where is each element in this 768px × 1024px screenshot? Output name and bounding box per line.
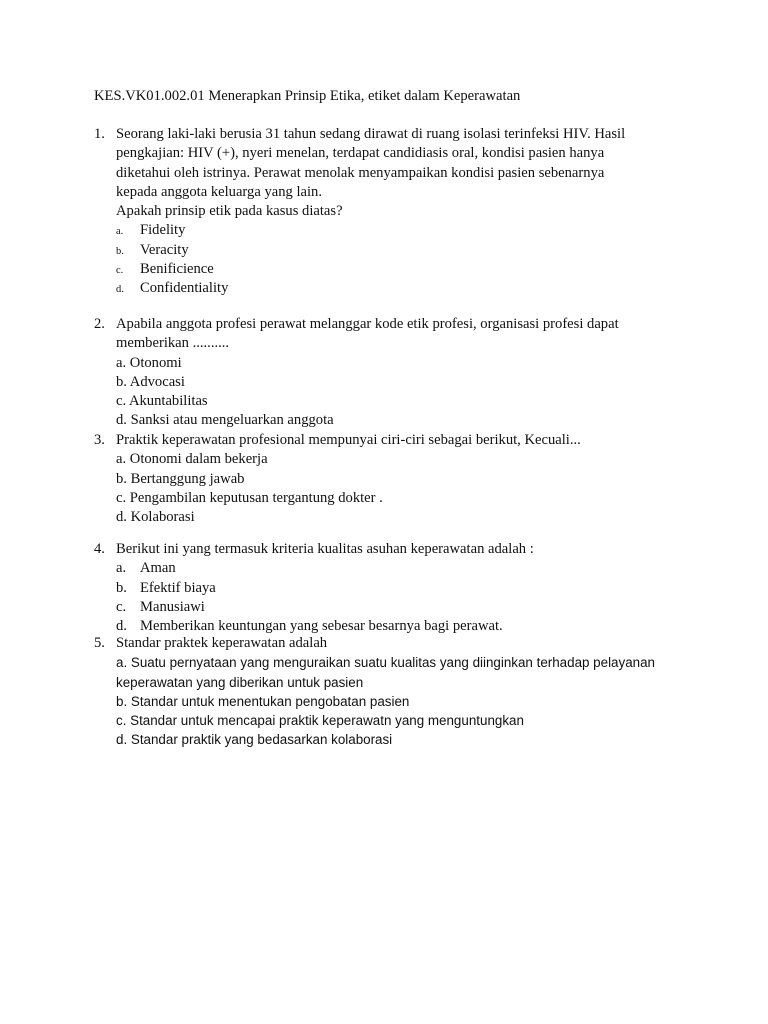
option-text: Memberikan keuntungan yang sebesar besarnya bagi perawat. — [140, 618, 503, 635]
option-letter: b. — [116, 579, 127, 596]
question-text-line: Seorang laki-laki berusia 31 tahun sedang dirawat di ruang isolasi terinfeksi HIV. Hasil — [116, 126, 626, 142]
question-number: 5. — [94, 635, 105, 651]
option-text: Fidelity — [140, 222, 186, 239]
question-5 — [94, 634, 694, 750]
option-d — [116, 279, 694, 298]
option-letter: c. — [116, 265, 124, 277]
option-a: a. Suatu pernyataan yang menguraikan suatu kualitas yang diinginkan terhadap pelayanan — [116, 655, 655, 671]
question-text-line: memberikan .......... — [116, 335, 230, 352]
option-b — [116, 579, 694, 598]
option-c — [116, 598, 694, 617]
option-d: d. Sanksi atau mengeluarkan anggota — [116, 412, 334, 429]
question-prompt: Apakah prinsip etik pada kasus diatas? — [116, 203, 343, 220]
question-text-line: Apabila anggota profesi perawat melanggar kode etik profesi, organisasi profesi dapat — [116, 316, 619, 332]
question-3 — [94, 431, 694, 527]
option-a-continued: keperawatan yang diberikan untuk pasien — [116, 674, 364, 690]
question-text-line: kepada anggota keluarga yang lain. — [116, 183, 322, 200]
question-4 — [94, 540, 694, 636]
option-c: c. Akuntabilitas — [116, 393, 208, 410]
option-text: Veracity — [140, 241, 189, 258]
option-a — [116, 221, 694, 240]
question-text-line: diketahui oleh istrinya. Perawat menolak menyampaikan kondisi pasien sebenarnya — [116, 164, 605, 181]
option-c: c. Pengambilan keputusan tergantung dokter . — [116, 489, 383, 506]
option-letter: c. — [116, 598, 127, 615]
option-b: b. Standar untuk menentukan pengobatan pasien — [116, 693, 410, 709]
question-text-line: pengkajian: HIV (+), nyeri menelan, terdapat candidiasis oral, kondisi pasien hanya — [116, 145, 605, 162]
question-number: 2. — [94, 316, 105, 332]
question-number: 4. — [94, 541, 105, 557]
option-letter: b. — [116, 245, 124, 257]
question-1 — [94, 125, 694, 299]
option-text: Confidentiality — [140, 280, 229, 297]
question-2 — [94, 315, 694, 431]
option-a — [116, 559, 694, 578]
option-letter: a. — [116, 226, 124, 238]
option-letter: d. — [116, 618, 127, 635]
option-letter: a. — [116, 560, 127, 577]
option-text: Manusiawi — [140, 598, 205, 615]
question-text-line: Berikut ini yang termasuk kriteria kualitas asuhan keperawatan adalah : — [116, 541, 534, 557]
option-text: Benificience — [140, 261, 214, 278]
option-letter: d. — [116, 284, 124, 296]
option-a: a. Otonomi — [116, 354, 182, 371]
question-number: 1. — [94, 126, 105, 142]
option-b: b. Advocasi — [116, 373, 185, 390]
option-c — [116, 260, 694, 279]
question-text-line: Standar praktek keperawatan adalah — [116, 635, 328, 651]
option-text: Aman — [140, 560, 176, 577]
option-b — [116, 241, 694, 260]
option-d: d. Standar praktik yang bedasarkan kolaborasi — [116, 732, 393, 748]
option-b: b. Bertanggung jawab — [116, 470, 245, 487]
document-title: KES.VK01.002.01 Menerapkan Prinsip Etika, etiket dalam Keperawatan — [94, 88, 521, 104]
option-d: d. Kolaborasi — [116, 509, 195, 526]
option-c: c. Standar untuk mencapai praktik keperawatn yang menguntungkan — [116, 713, 524, 729]
option-text: Efektif biaya — [140, 579, 216, 596]
question-text-line: Praktik keperawatan profesional mempunyai ciri-ciri sebagai berikut, Kecuali... — [116, 432, 581, 448]
question-number: 3. — [94, 432, 105, 448]
option-a: a. Otonomi dalam bekerja — [116, 451, 268, 468]
